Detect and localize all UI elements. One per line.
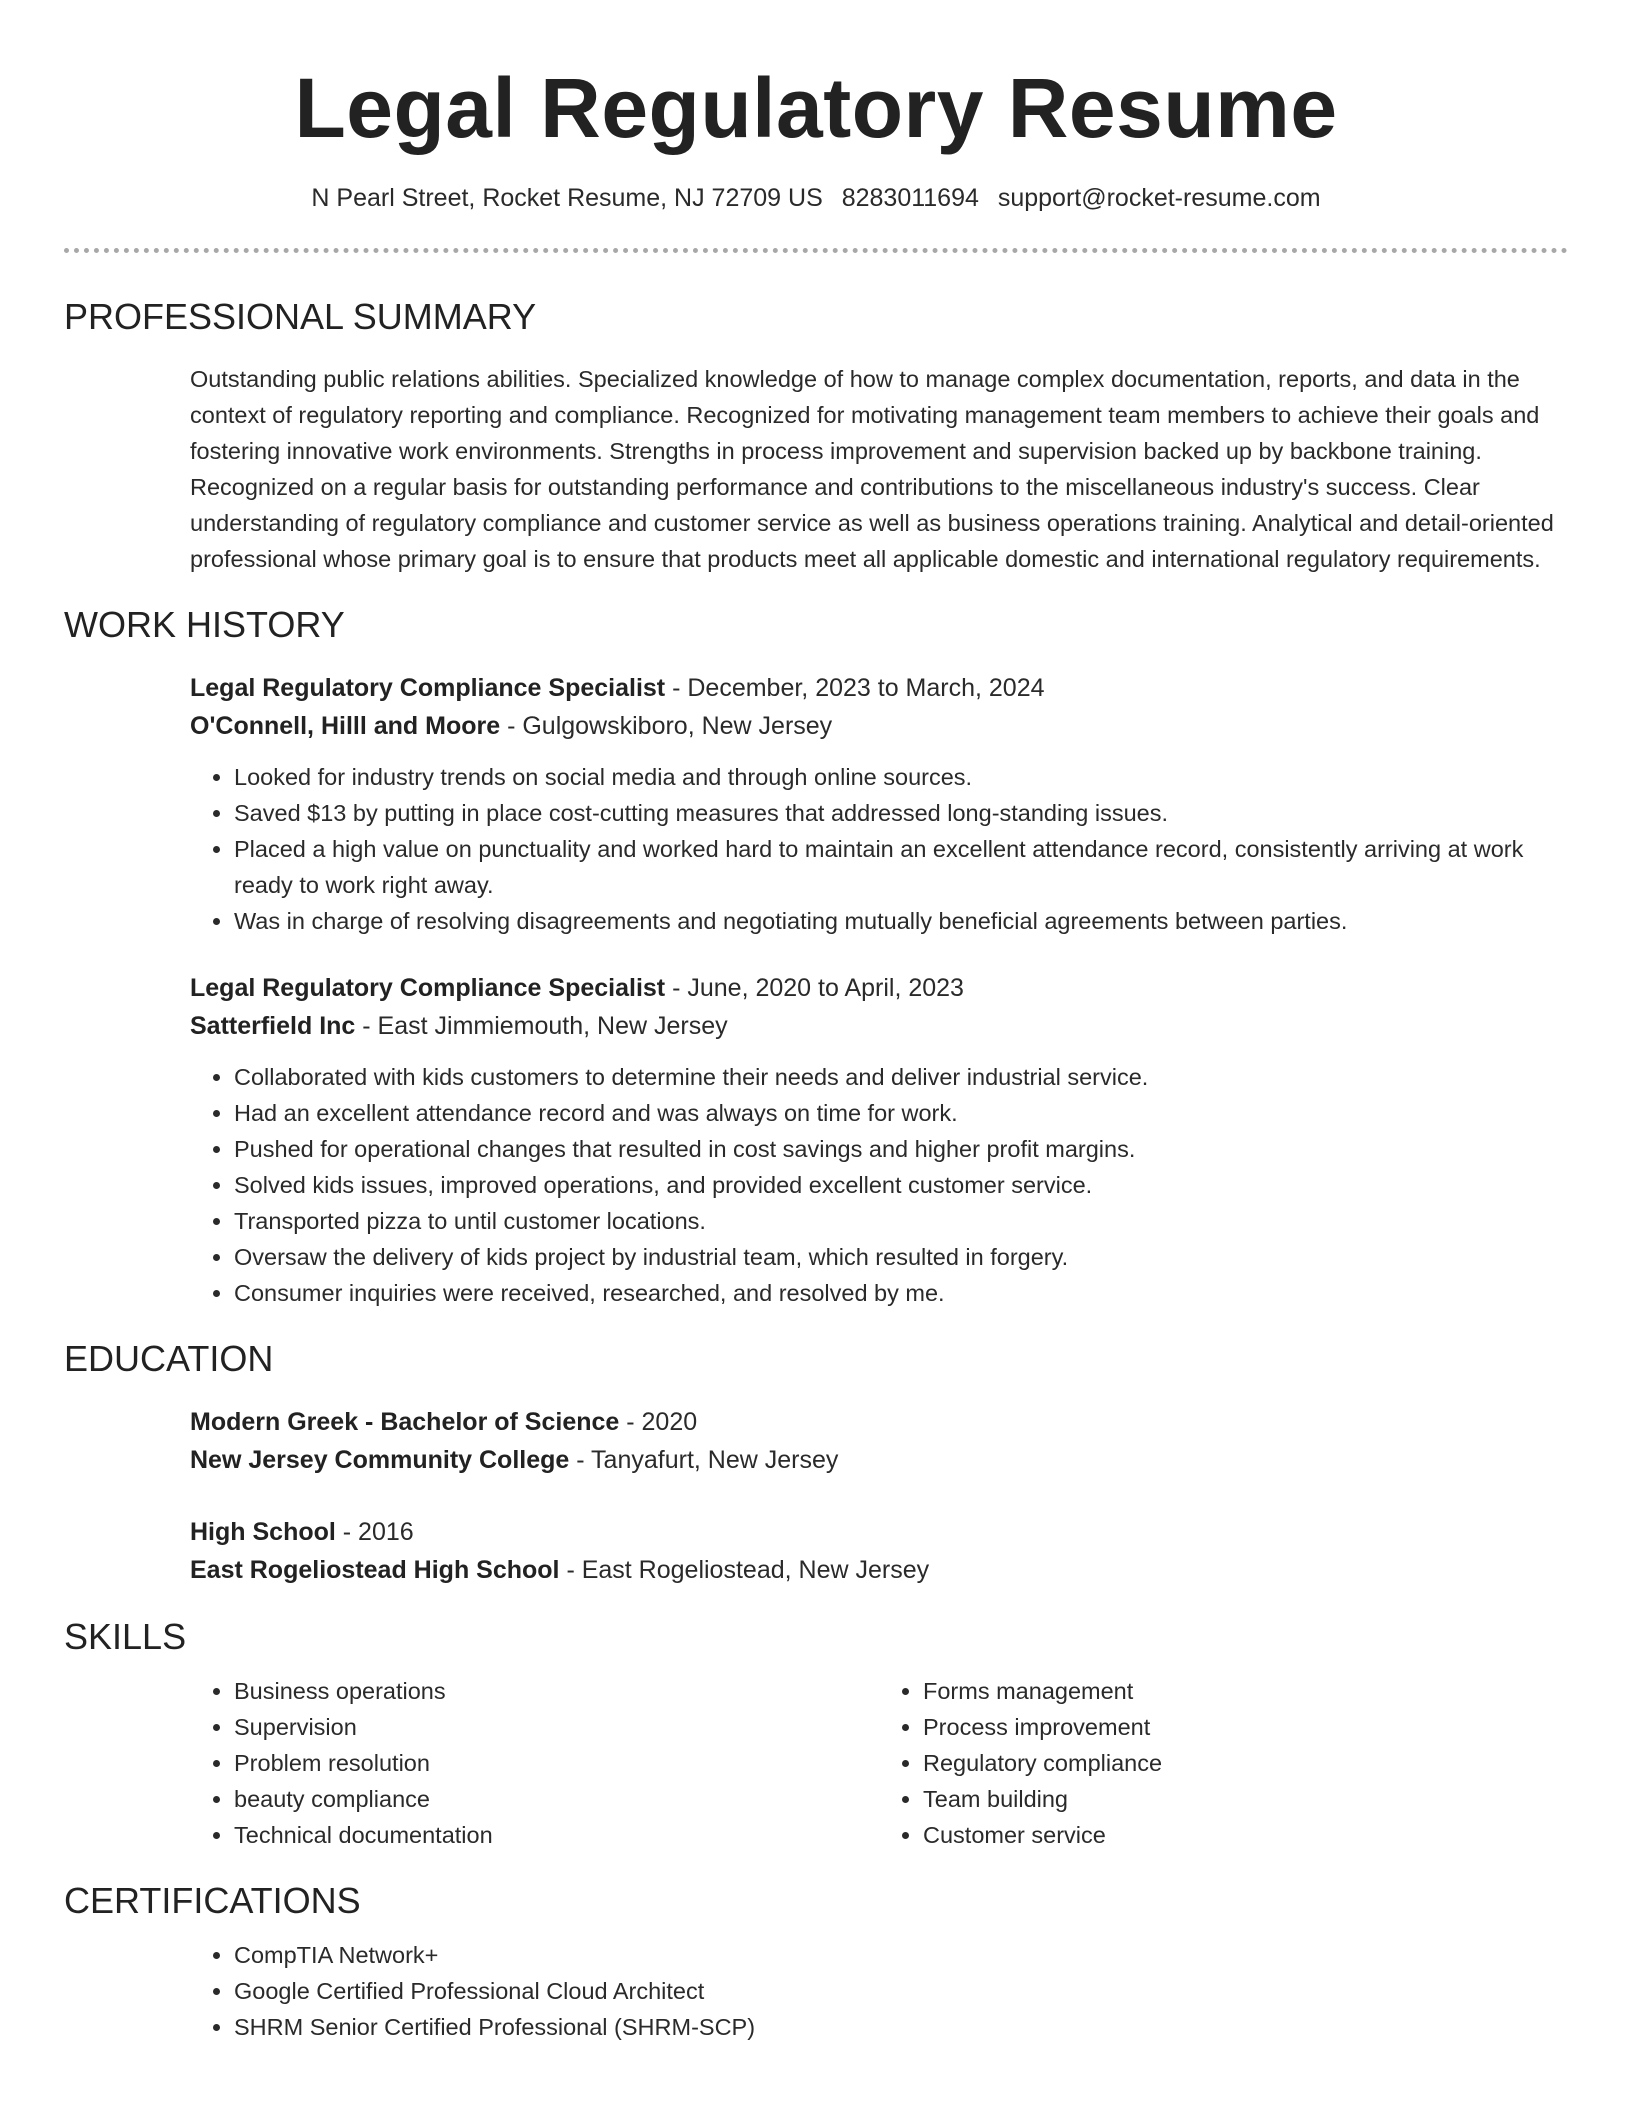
work-history-heading: WORK HISTORY — [64, 604, 345, 645]
skills-heading: SKILLS — [64, 1616, 187, 1657]
list-item: • Saved $13 by putting in place cost-cutting measures that addressed long-standing issues. — [234, 795, 1568, 831]
skill-item: • Process improvement — [923, 1709, 1568, 1745]
certification-item: • CompTIA Network+ — [234, 1937, 1568, 1973]
header-divider — [64, 248, 1568, 253]
school-name: East Rogeliostead High School — [190, 1556, 560, 1584]
education-heading: EDUCATION — [64, 1338, 274, 1379]
job-bullets — [190, 1059, 1568, 1311]
list-item: • Was in charge of resolving disagreements and negotiating mutually beneficial agreements between parties. — [234, 903, 1568, 939]
job-title-line — [190, 669, 1568, 707]
skill-item: • beauty compliance — [234, 1781, 879, 1817]
skill-item: • Problem resolution — [234, 1745, 879, 1781]
job-location: - Gulgowskiboro, New Jersey — [500, 712, 833, 740]
certifications-block — [190, 1937, 1568, 2045]
resume-title: Legal Regulatory Resume — [294, 61, 1338, 155]
skill-item: • Technical documentation — [234, 1817, 879, 1853]
education-entry — [190, 1403, 1568, 1479]
skills-columns — [190, 1673, 1568, 1853]
school-line — [190, 1551, 1568, 1589]
education-entry — [190, 1513, 1568, 1589]
degree-line — [190, 1513, 1568, 1551]
job-role: Legal Regulatory Compliance Specialist — [190, 674, 666, 702]
certifications-list — [190, 1937, 1568, 2045]
skill-item: • Business operations — [234, 1673, 879, 1709]
school-name: New Jersey Community College — [190, 1446, 570, 1474]
job-company: Satterfield Inc — [190, 1012, 356, 1040]
phone: 8283011694 — [841, 184, 979, 212]
job-entry — [190, 969, 1568, 1311]
list-item: • Transported pizza to until customer locations. — [234, 1203, 1568, 1239]
summary-heading: PROFESSIONAL SUMMARY — [64, 296, 537, 337]
school-line — [190, 1441, 1568, 1479]
skill-item: • Customer service — [923, 1817, 1568, 1853]
job-bullets — [190, 759, 1568, 939]
job-dates: - June, 2020 to April, 2023 — [665, 974, 964, 1002]
skill-item: • Supervision — [234, 1709, 879, 1745]
list-item: • Solved kids issues, improved operations, and provided excellent customer service. — [234, 1167, 1568, 1203]
certification-item: • SHRM Senior Certified Professional (SHRM-SCP) — [234, 2009, 1568, 2045]
certification-item: • Google Certified Professional Cloud Architect — [234, 1973, 1568, 2009]
graduation-year: - 2016 — [335, 1518, 414, 1546]
job-entry — [190, 669, 1568, 939]
skill-item: • Team building — [923, 1781, 1568, 1817]
list-item: • Collaborated with kids customers to determine their needs and deliver industrial service. — [234, 1059, 1568, 1095]
certifications-heading: CERTIFICATIONS — [64, 1880, 361, 1921]
job-location: - East Jimmiemouth, New Jersey — [355, 1012, 728, 1040]
job-role: Legal Regulatory Compliance Specialist — [190, 974, 666, 1002]
skill-item: • Forms management — [923, 1673, 1568, 1709]
list-item: • Pushed for operational changes that resulted in cost savings and higher profit margins. — [234, 1131, 1568, 1167]
skills-list-left — [190, 1673, 879, 1853]
skills-list-right — [879, 1673, 1568, 1853]
list-item: • Looked for industry trends on social media and through online sources. — [234, 759, 1568, 795]
address: N Pearl Street, Rocket Resume, NJ 72709 US — [311, 184, 823, 212]
graduation-year: - 2020 — [619, 1408, 698, 1436]
email: support@rocket-resume.com — [997, 184, 1321, 212]
job-company: O'Connell, Hilll and Moore — [190, 712, 501, 740]
skill-item: • Regulatory compliance — [923, 1745, 1568, 1781]
contact-line — [64, 182, 1568, 214]
job-company-line — [190, 707, 1568, 745]
degree: High School — [190, 1518, 336, 1546]
degree: Modern Greek - Bachelor of Science — [190, 1408, 620, 1436]
degree-line — [190, 1403, 1568, 1441]
list-item: • Placed a high value on punctuality and worked hard to maintain an excellent attendance record, consistently arriving at work ready to work right away. — [234, 831, 1568, 903]
job-title-line — [190, 969, 1568, 1007]
list-item: • Had an excellent attendance record and was always on time for work. — [234, 1095, 1568, 1131]
school-location: - East Rogeliostead, New Jersey — [559, 1556, 930, 1584]
list-item: • Consumer inquiries were received, researched, and resolved by me. — [234, 1275, 1568, 1311]
resume-page — [64, 0, 1568, 2045]
school-location: - Tanyafurt, New Jersey — [569, 1446, 839, 1474]
job-dates: - December, 2023 to March, 2024 — [665, 674, 1045, 702]
list-item: • Oversaw the delivery of kids project by industrial team, which resulted in forgery. — [234, 1239, 1568, 1275]
job-company-line — [190, 1007, 1568, 1045]
summary-text: Outstanding public relations abilities. Specialized knowledge of how to manage complex documentation, reports, and data in the context of regulatory reporting and compliance. Recognized for motivating management team members to achieve their goals and fostering innovative work environments. Strengths in process improvement and supervision backed up by backbone training. Recognized on a regular basis for outstanding performance and contributions to the miscellaneous industry's success. Clear understanding of regulatory compliance and customer service as well as business operations training. Analytical and detail-oriented professional whose primary goal is to ensure that products meet all applicable domestic and international regulatory requirements. — [190, 366, 1554, 572]
